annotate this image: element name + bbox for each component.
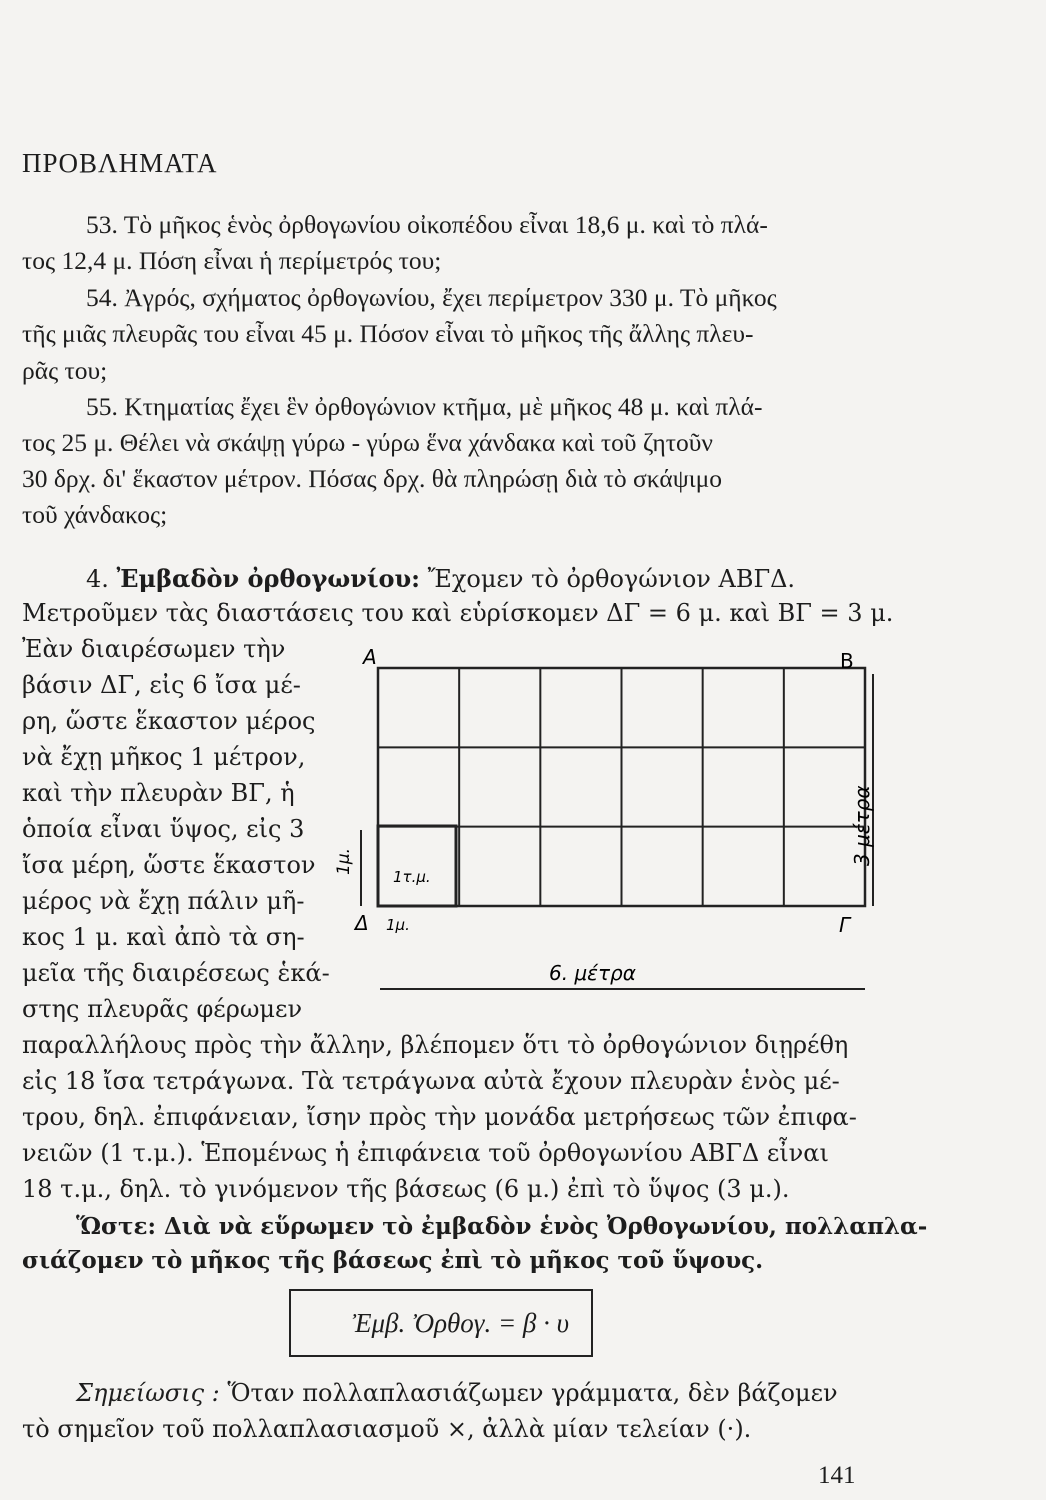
height-label: 3 μέτρα bbox=[850, 785, 874, 866]
unit-bottom-label: 1μ. bbox=[386, 916, 410, 934]
rule-text: Διὰ νὰ εὕρωμεν τὸ ἐμβαδὸν ἑνὸς Ὀρθογωνίου, πολλαπλα- bbox=[155, 1213, 928, 1240]
note-lead: Σημείωσις : bbox=[76, 1379, 220, 1407]
section-intro: Ἔχομεν τὸ ὀρθογώνιον ΑΒΓΔ. bbox=[420, 565, 796, 593]
corner-a: Α bbox=[363, 645, 377, 669]
body-line: στης πλευρᾶς φέρωμεν bbox=[22, 995, 303, 1023]
section-number: 4. bbox=[86, 565, 117, 593]
body-line: κος 1 μ. καὶ ἀπὸ τὰ ση- bbox=[22, 923, 305, 951]
problem-line: τος 25 μ. Θέλει νὰ σκάψῃ γύρω - γύρω ἕνα χάνδακα καὶ τοῦ ζητοῦν bbox=[22, 428, 713, 457]
body-line: ἴσα μέρη, ὥστε ἕκαστον bbox=[22, 851, 316, 879]
problem-line: ρᾶς του; bbox=[22, 356, 108, 385]
body-line: βάσιν ΔΓ, εἰς 6 ἴσα μέ- bbox=[22, 671, 301, 699]
problem-line: 53. Τὸ μῆκος ἑνὸς ὀρθογωνίου οἰκοπέδου εἶναι 18,6 μ. καὶ τὸ πλά- bbox=[86, 210, 768, 239]
rule-line: σιάζομεν τὸ μῆκος τῆς βάσεως ἐπὶ τὸ μῆκος τοῦ ὕψους. bbox=[22, 1247, 764, 1274]
problem-line: 30 δρχ. δι' ἕκαστον μέτρον. Πόσας δρχ. θὰ πληρώσῃ διὰ τὸ σκάψιμο bbox=[22, 464, 723, 493]
note-line: τὸ σημεῖον τοῦ πολλαπλασιασμοῦ ×, ἀλλὰ μίαν τελείαν (·). bbox=[22, 1415, 752, 1443]
unit-left-label: 1μ. bbox=[334, 847, 354, 875]
body-line: μεῖα τῆς διαιρέσεως ἑκά- bbox=[22, 959, 330, 987]
rule-lead: Ὥστε: bbox=[76, 1213, 156, 1240]
problem-line: 55. Κτηματίας ἔχει ἓν ὀρθογώνιον κτῆμα, μὲ μῆκος 48 μ. καὶ πλά- bbox=[86, 392, 763, 421]
corner-d: Δ bbox=[355, 911, 369, 935]
problem-line: τῆς μιᾶς πλευρᾶς του εἶναι 45 μ. Πόσον εἶναι τὸ μῆκος τῆς ἄλλης πλευ- bbox=[22, 319, 754, 348]
corner-b: Β bbox=[840, 649, 854, 673]
note-text: Ὅταν πολλαπλασιάζωμεν γράμματα, δὲν βάζομεν bbox=[219, 1379, 838, 1407]
body-line: παραλλήλους πρὸς τὴν ἄλλην, βλέπομεν ὅτι τὸ ὀρθογώνιον διῃρέθη bbox=[22, 1031, 849, 1059]
body-line: Ἐὰν διαιρέσωμεν τὴν bbox=[22, 635, 286, 663]
body-line: νὰ ἔχῃ μῆκος 1 μέτρον, bbox=[22, 743, 306, 771]
body-line: εἰς 18 ἴσα τετράγωνα. Τὰ τετράγωνα αὐτὰ ἔχουν πλευρὰν ἑνὸς μέ- bbox=[22, 1067, 840, 1095]
page-number: 141 bbox=[818, 1462, 856, 1489]
body-line: τρου, δηλ. ἐπιφάνειαν, ἴσην πρὸς τὴν μονάδα μετρήσεως τῶν ἐπιφα- bbox=[22, 1103, 857, 1131]
grid-lines bbox=[378, 668, 865, 906]
body-line: 18 τ.μ., δηλ. τὸ γινόμενον τῆς βάσεως (6 μ.) ἐπὶ τὸ ὕψος (3 μ.). bbox=[22, 1175, 790, 1203]
note-line bbox=[76, 1378, 838, 1408]
rule-line bbox=[76, 1212, 927, 1242]
body-line: νειῶν (1 τ.μ.). Ἑπομένως ἡ ἐπιφάνεια τοῦ ὀρθογωνίου ΑΒΓΔ εἶναι bbox=[22, 1139, 829, 1167]
problem-line: 54. Ἀγρός, σχήματος ὀρθογωνίου, ἔχει περίμετρον 330 μ. Τὸ μῆκος bbox=[86, 283, 777, 312]
problem-line: τος 12,4 μ. Πόση εἶναι ἡ περίμετρός του; bbox=[22, 246, 442, 275]
body-line: ὁποία εἶναι ὕψος, εἰς 3 bbox=[22, 815, 305, 843]
section-heading-line bbox=[86, 564, 795, 594]
unit-square-highlight bbox=[378, 826, 456, 906]
base-label: 6. μέτρα bbox=[549, 961, 636, 985]
area-formula-box bbox=[289, 1289, 593, 1357]
body-line: καὶ τὴν πλευρὰν ΒΓ, ἡ bbox=[22, 779, 295, 807]
rectangle-grid-diagram bbox=[325, 640, 885, 1010]
body-line: Μετροῦμεν τὰς διαστάσεις του καὶ εὑρίσκομεν ΔΓ = 6 μ. καὶ ΒΓ = 3 μ. bbox=[22, 599, 894, 627]
unit-square-label: 1τ.μ. bbox=[393, 868, 431, 886]
body-line: μέρος νὰ ἔχῃ πάλιν μῆ- bbox=[22, 887, 305, 915]
body-line: ρη, ὥστε ἕκαστον μέρος bbox=[22, 707, 316, 735]
problem-line: τοῦ χάνδακος; bbox=[22, 500, 168, 529]
corner-g: Γ bbox=[839, 913, 851, 937]
page-title: ΠΡΟΒΛΗΜΑΤΑ bbox=[22, 148, 218, 178]
area-formula: Ἐμβ. Ὀρθογ. = β · υ bbox=[352, 1307, 569, 1338]
section-title: Ἐμβαδὸν ὀρθογωνίου: bbox=[116, 564, 421, 593]
